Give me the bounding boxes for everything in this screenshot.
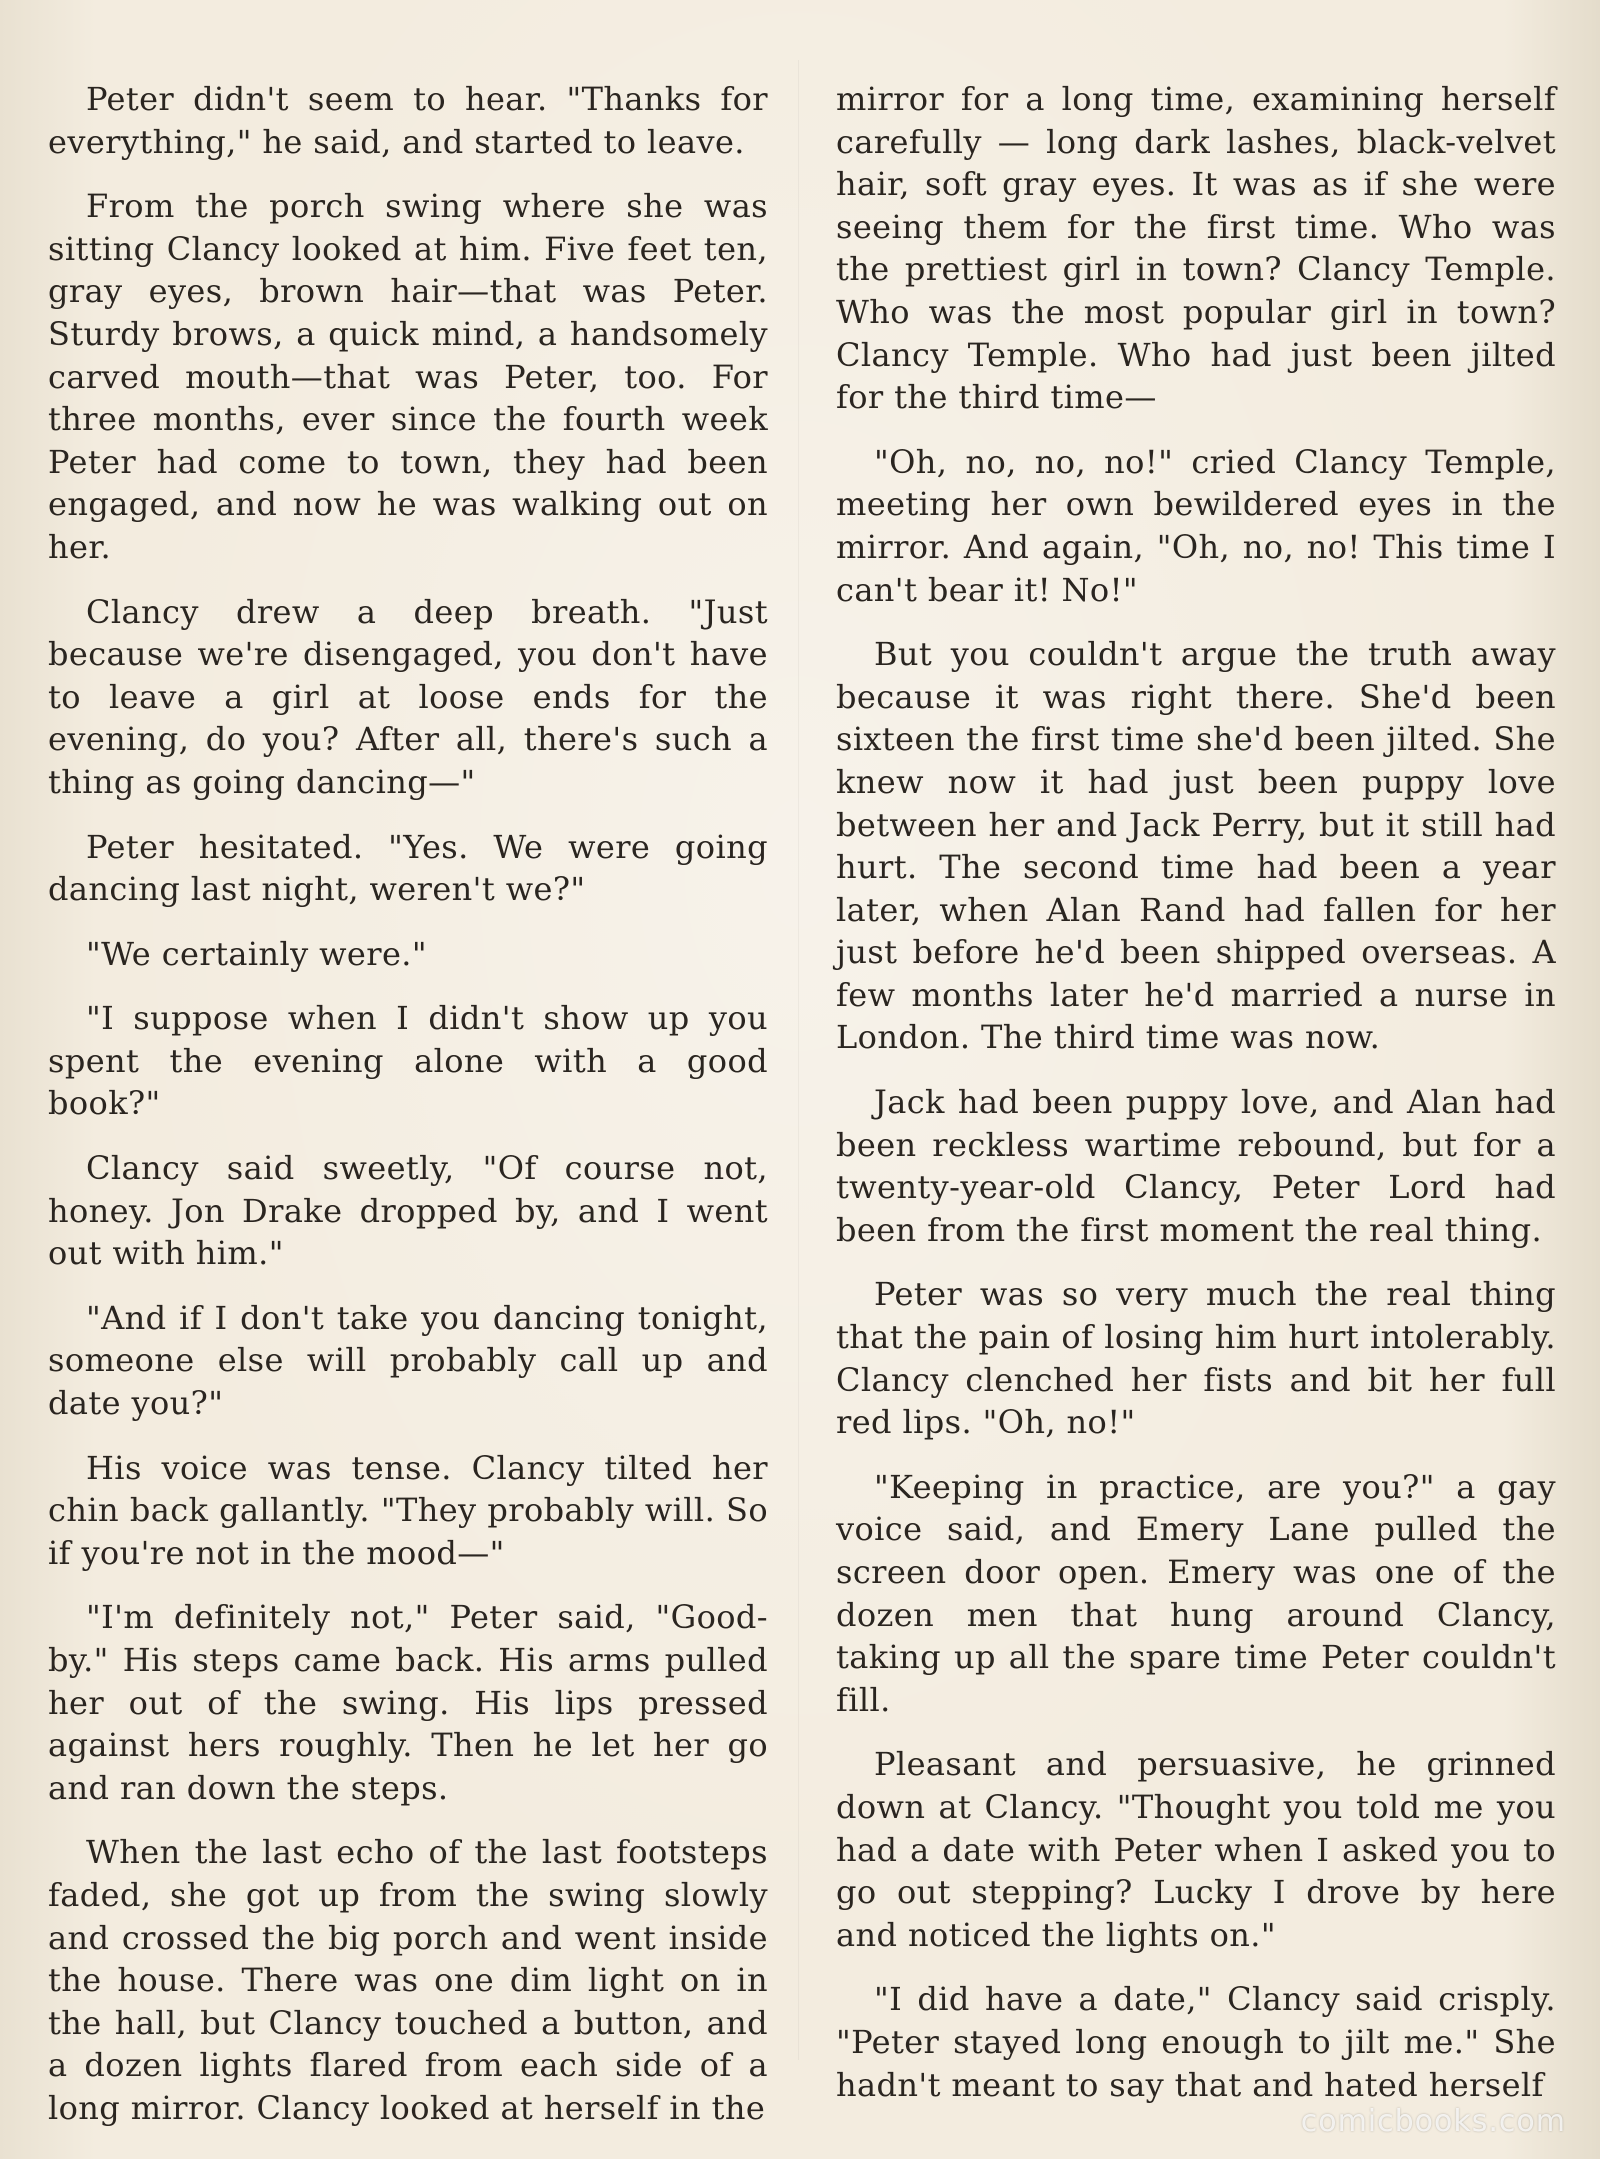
paragraph: From the porch swing where she was sitting Clancy looked at him. Five feet ten, gray eyes, brown hair—that was Peter. Sturdy brows, a quick mind, a handsomely carved mouth—that was Peter, too. For three months, ever since the fourth week Peter had come to town, they had been engaged, and now he was walking out on her. bbox=[48, 187, 768, 566]
paragraph: "And if I don't take you dancing tonight, someone else will probably call up and date you?" bbox=[48, 1298, 768, 1423]
paragraph: Peter hesitated. "Yes. We were going dancing last night, weren't we?" bbox=[48, 827, 768, 909]
paragraph-line: Peter didn't seem to hear. "Thanks for bbox=[86, 80, 768, 118]
paragraph: When the last echo of the last footsteps faded, she got up from the swing slowly and crossed the big porch and went inside the house. There was one dim light on in the hall, but Clancy touched a button, and a dozen lights flared from each side of a long mirror. Clancy looked at herself in the bbox=[48, 1833, 768, 2127]
paragraph: Clancy said sweetly, "Of course not, honey. Jon Drake dropped by, and I went out with him." bbox=[48, 1149, 768, 1273]
watermark: comicbooks.com bbox=[1300, 2104, 1566, 2139]
column-gutter bbox=[798, 60, 799, 2060]
paragraph: His voice was tense. Clancy tilted her chin back gallantly. "They probably will. So if you're not in the mood—" bbox=[48, 1448, 768, 1572]
paragraph: Pleasant and persuasive, he grinned down at Clancy. "Thought you told me you had a date with Peter when I asked you to go out stepping? Lucky I drove by here and noticed the lights on." bbox=[836, 1745, 1556, 1954]
paragraph: Jack had been puppy love, and Alan had been reckless wartime rebound, but for a twenty-year-old Clancy, Peter Lord had been from the first moment the real thing. bbox=[836, 1083, 1556, 1249]
paragraph: "Keeping in practice, are you?" a gay voice said, and Emery Lane pulled the screen door open. Emery was one of the dozen men that hung around Clancy, taking up all the spare time Peter couldn't fill. bbox=[836, 1467, 1556, 1719]
paragraph: But you couldn't argue the truth away because it was right there. She'd been sixteen the first time she'd been jilted. She knew now it had just been puppy love between her and Jack Perry, but it still had hurt. The second time had been a year later, when Alan Rand had fallen for her just before he'd been shipped overseas. A few months later he'd married a nurse in London. The third time was now. bbox=[836, 635, 1556, 1057]
paragraph: "We certainly were." bbox=[86, 934, 427, 973]
right-column bbox=[836, 78, 1556, 2128]
paragraph-continuation: everything," he said, and started to leave. bbox=[48, 122, 745, 161]
paragraph: Peter was so very much the real thing that the pain of losing him hurt intolerably. Clancy clenched her fists and bit her full red lips. "Oh, no!" bbox=[836, 1275, 1556, 1442]
paragraph: "I'm definitely not," Peter said, "Good-by." His steps came back. His arms pulled her out of the swing. His lips pressed against hers roughly. Then he let her go and ran down the steps. bbox=[48, 1598, 768, 1807]
paragraph: mirror for a long time, examining herself carefully — long dark lashes, black-velvet hair, soft gray eyes. It was as if she were seeing them for the first time. Who was the prettiest girl in town? Clancy Temple. Who was the most popular girl in town? Clancy Temple. Who had just been jilted for the third time— bbox=[836, 80, 1556, 417]
paragraph: "Oh, no, no, no!" cried Clancy Temple, meeting her own bewildered eyes in the mirror. And again, "Oh, no, no! This time I can't bear it! No!" bbox=[836, 442, 1556, 609]
paragraph: "I did have a date," Clancy said crisply. "Peter stayed long enough to jilt me." She hadn't meant to say that and hated herself bbox=[836, 1980, 1556, 2104]
paragraph bbox=[48, 78, 768, 163]
left-column bbox=[48, 78, 768, 2152]
paragraph: "I suppose when I didn't show up you spent the evening alone with a good book?" bbox=[48, 999, 768, 1123]
paragraph: Clancy drew a deep breath. "Just because we're disengaged, you don't have to leave a girl at loose ends for the evening, do you? After all, there's such a thing as going dancing—" bbox=[48, 592, 768, 801]
